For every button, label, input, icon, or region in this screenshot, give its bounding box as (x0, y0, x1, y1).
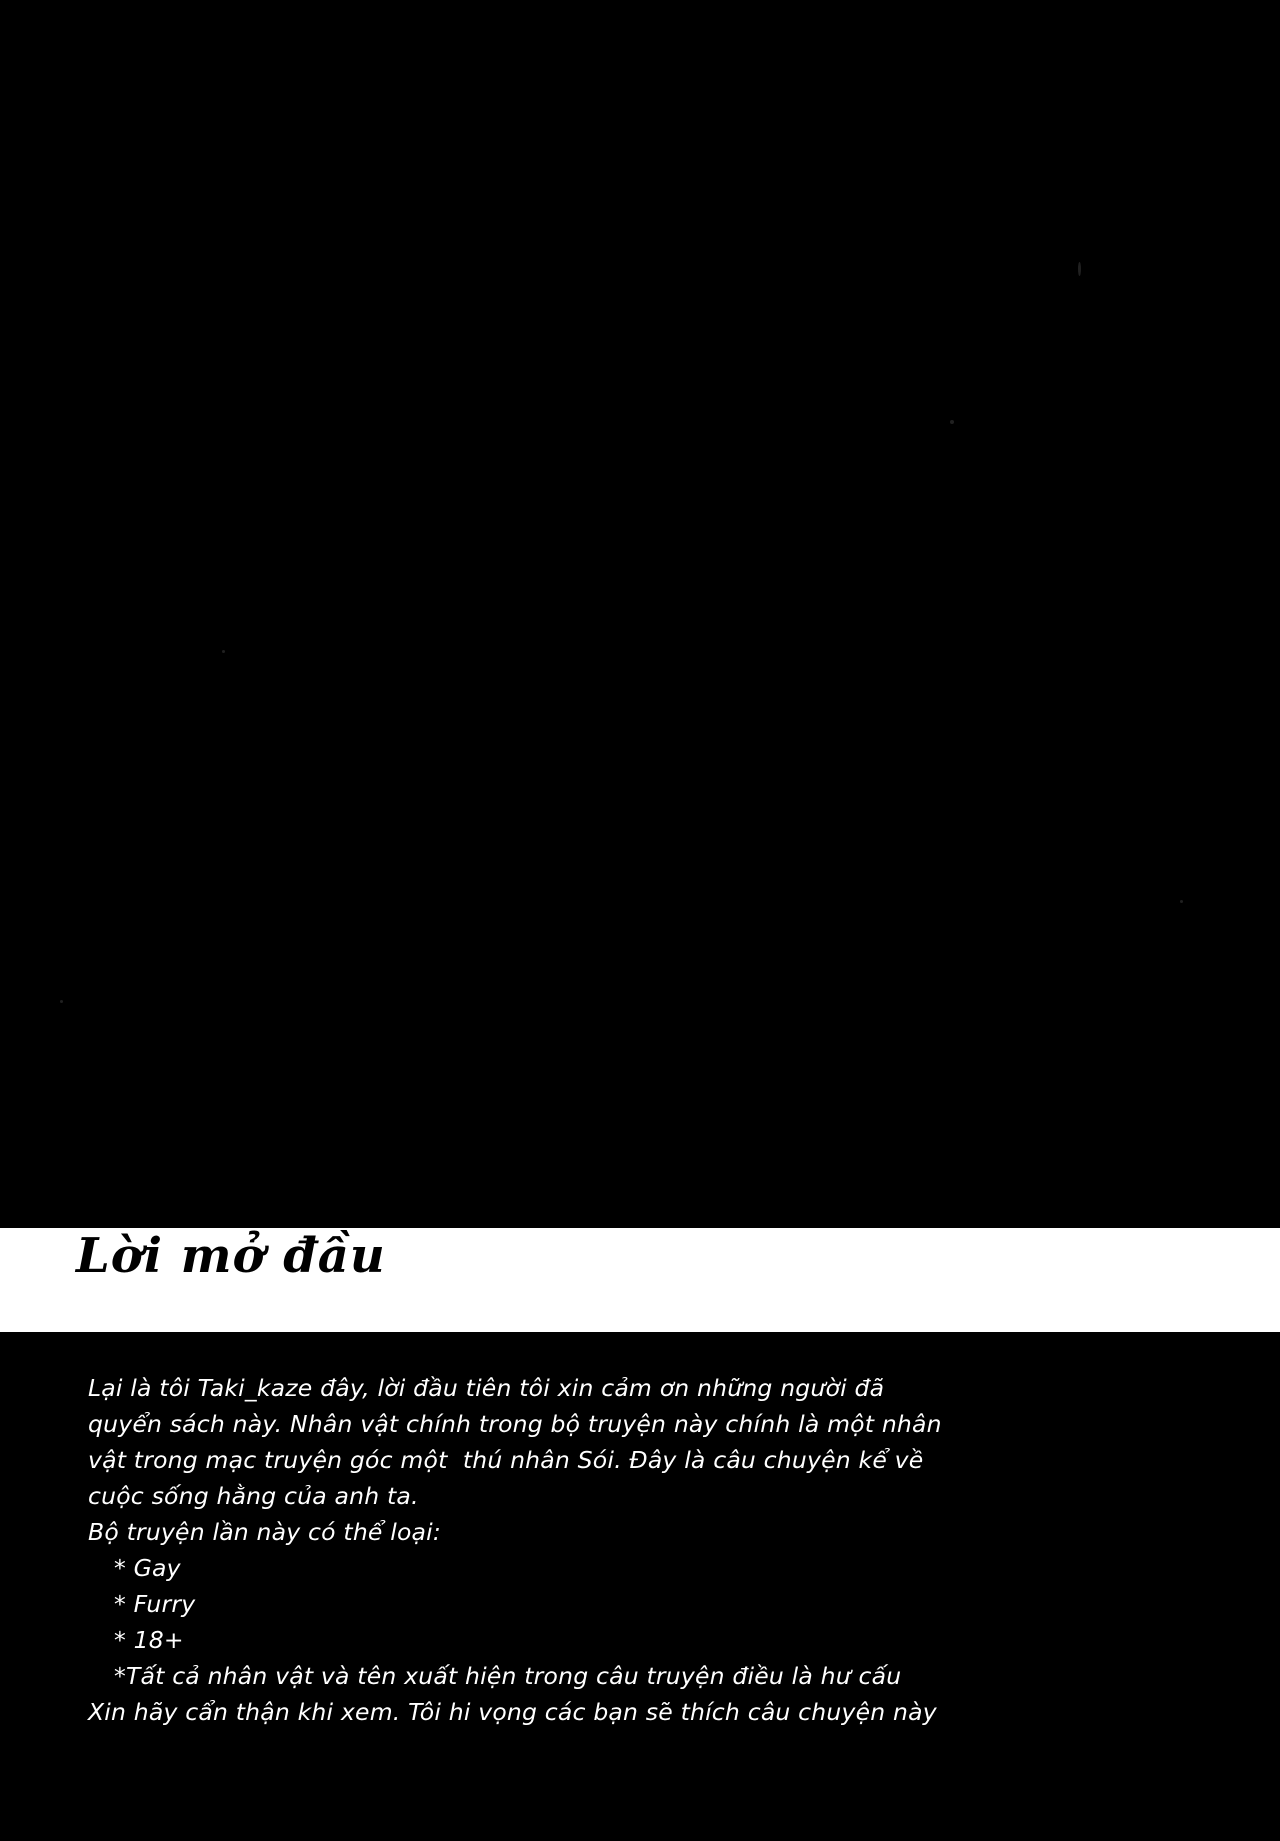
preface-line: vật trong mạc truyện góc một thú nhân Sói. Đây là câu chuyện kể về (88, 1446, 924, 1474)
preface-line: Lại là tôi Taki_kaze đây, lời đầu tiên tôi xin cảm ơn những người đã (88, 1374, 885, 1402)
closing-line: Xin hãy cẩn thận khi xem. Tôi hi vọng các bạn sẽ thích câu chuyện này (88, 1698, 937, 1726)
genre-item: *Tất cả nhân vật và tên xuất hiện trong câu truyện điều là hư cấu (114, 1662, 902, 1690)
preface-line: cuộc sống hằng của anh ta. (88, 1482, 419, 1510)
genre-item: * Gay (114, 1554, 181, 1582)
preface-line: quyển sách này. Nhân vật chính trong bộ truyện này chính là một nhân (88, 1410, 942, 1438)
preface-line: Bộ truyện lần này có thể loại: (88, 1518, 441, 1546)
genre-item: * 18+ (114, 1626, 184, 1654)
speck (1180, 900, 1183, 903)
speck (60, 1000, 63, 1003)
speck (1078, 262, 1081, 276)
page-title: Lời mở đầu (76, 1228, 386, 1284)
preface-text (88, 1370, 968, 1730)
speck (950, 420, 954, 424)
speck (222, 650, 225, 653)
genre-item: * Furry (114, 1590, 196, 1618)
